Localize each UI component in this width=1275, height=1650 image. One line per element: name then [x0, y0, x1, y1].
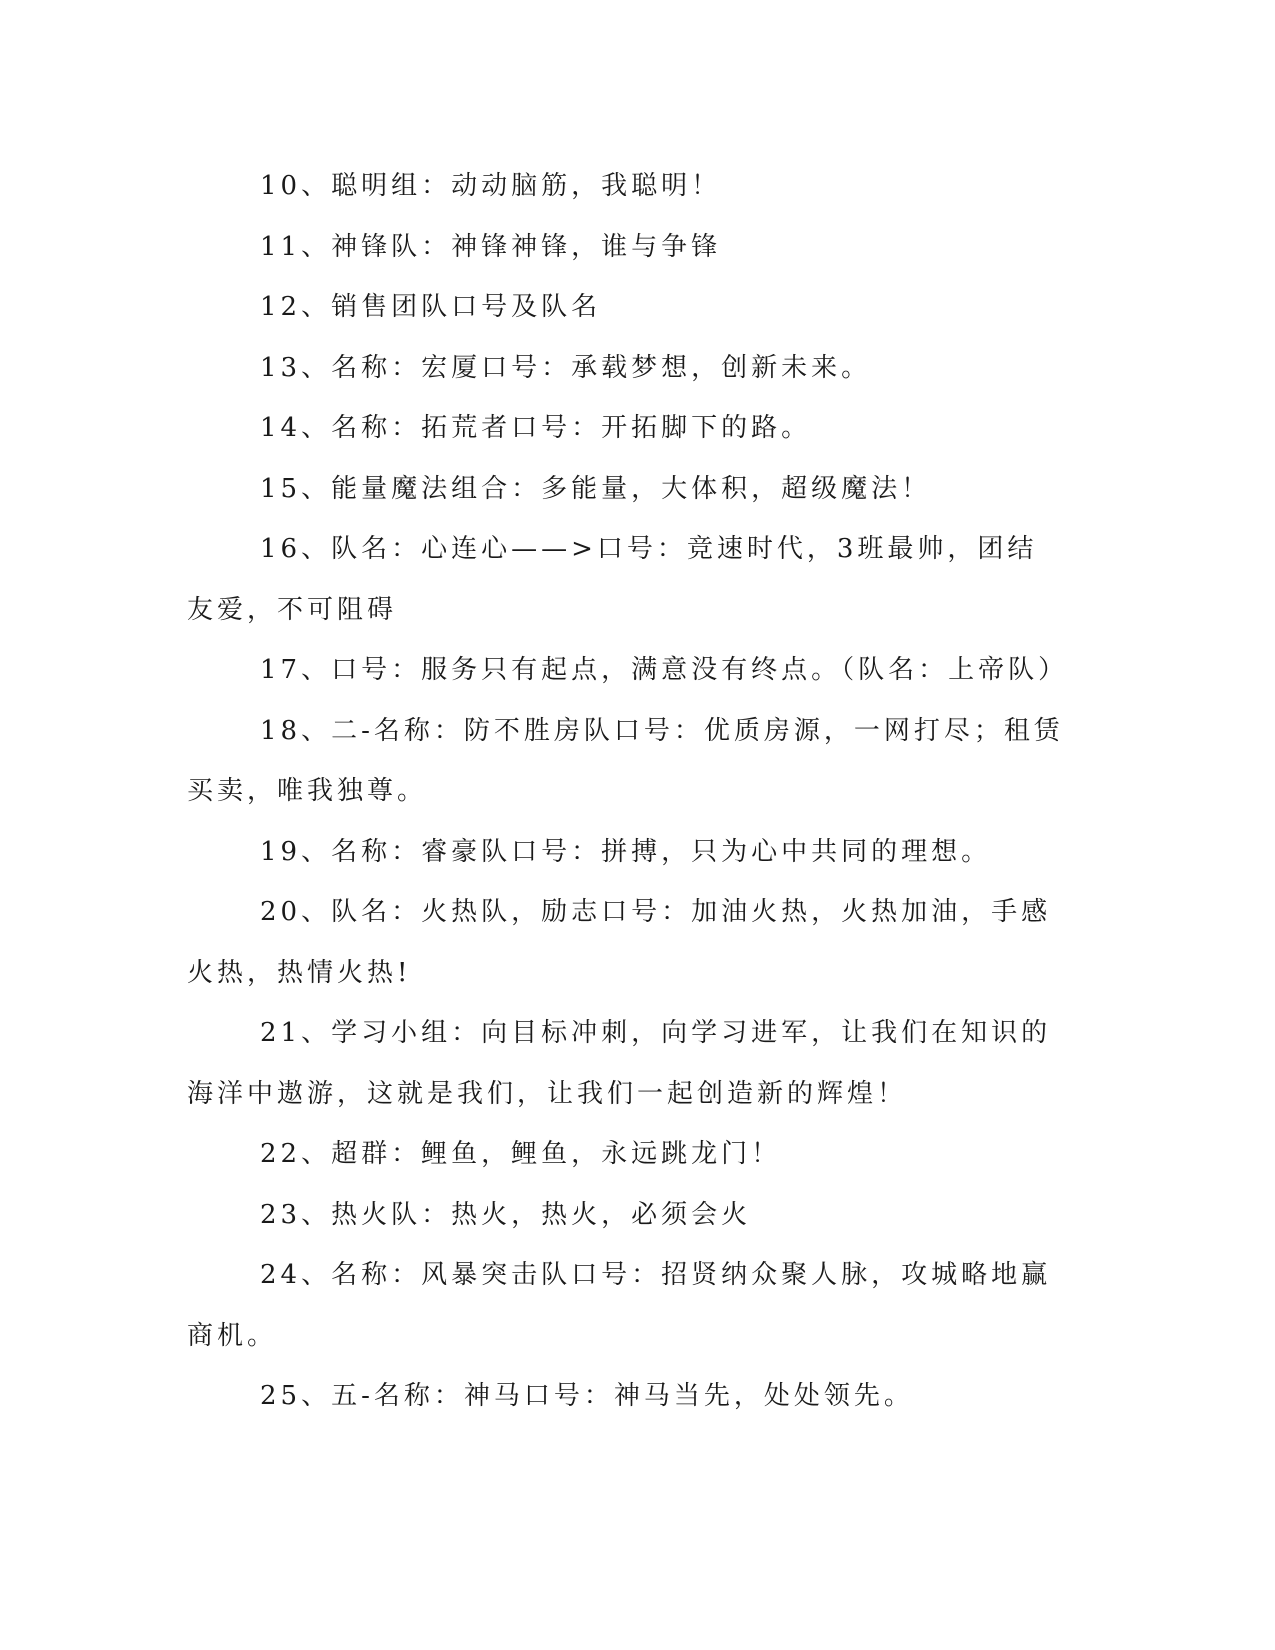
list-item: 21、学习小组：向目标冲刺，向学习进军，让我们在知识的海洋中遨游，这就是我们，让我们一起创造新的辉煌！	[187, 1018, 1052, 1109]
list-item: 10、聪明组：动动脑筋，我聪明！	[260, 171, 722, 201]
list-item: 15、能量魔法组合：多能量，大体积，超级魔法！	[260, 473, 932, 504]
list-item: 13、名称：宏厦口号：承载梦想，创新未来。	[260, 352, 872, 383]
list-item: 20、队名：火热队，励志口号：加油火热，火热加油，手感火热，热情火热!	[187, 897, 1052, 988]
list-item: 19、名称：睿豪队口号：拼搏，只为心中共同的理想。	[260, 836, 992, 867]
list-item: 23、热火队：热火，热火，必须会火	[260, 1199, 752, 1230]
document-body	[187, 156, 1067, 1427]
list-item: 14、名称：拓荒者口号：开拓脚下的路。	[260, 413, 812, 443]
list-item: 22、超群：鲤鱼，鲤鱼，永远跳龙门！	[260, 1139, 782, 1169]
list-item: 25、五-名称：神马口号：神马当先，处处领先。	[260, 1381, 914, 1411]
list-item: 11、神锋队：神锋神锋，谁与争锋	[260, 231, 722, 262]
list-item: 12、销售团队口号及队名	[260, 292, 602, 322]
list-item: 17、口号：服务只有起点，满意没有终点。（队名：上帝队）	[260, 655, 1069, 685]
list-item: 16、队名：心连心——>口号：竞速时代，3班最帅，团结友爱，不可阻碍	[187, 534, 1038, 625]
list-item: 24、名称：风暴突击队口号：招贤纳众聚人脉，攻城略地赢商机。	[187, 1260, 1052, 1351]
list-item: 18、二-名称：防不胜房队口号：优质房源，一网打尽；租赁买卖，唯我独尊。	[187, 715, 1064, 806]
